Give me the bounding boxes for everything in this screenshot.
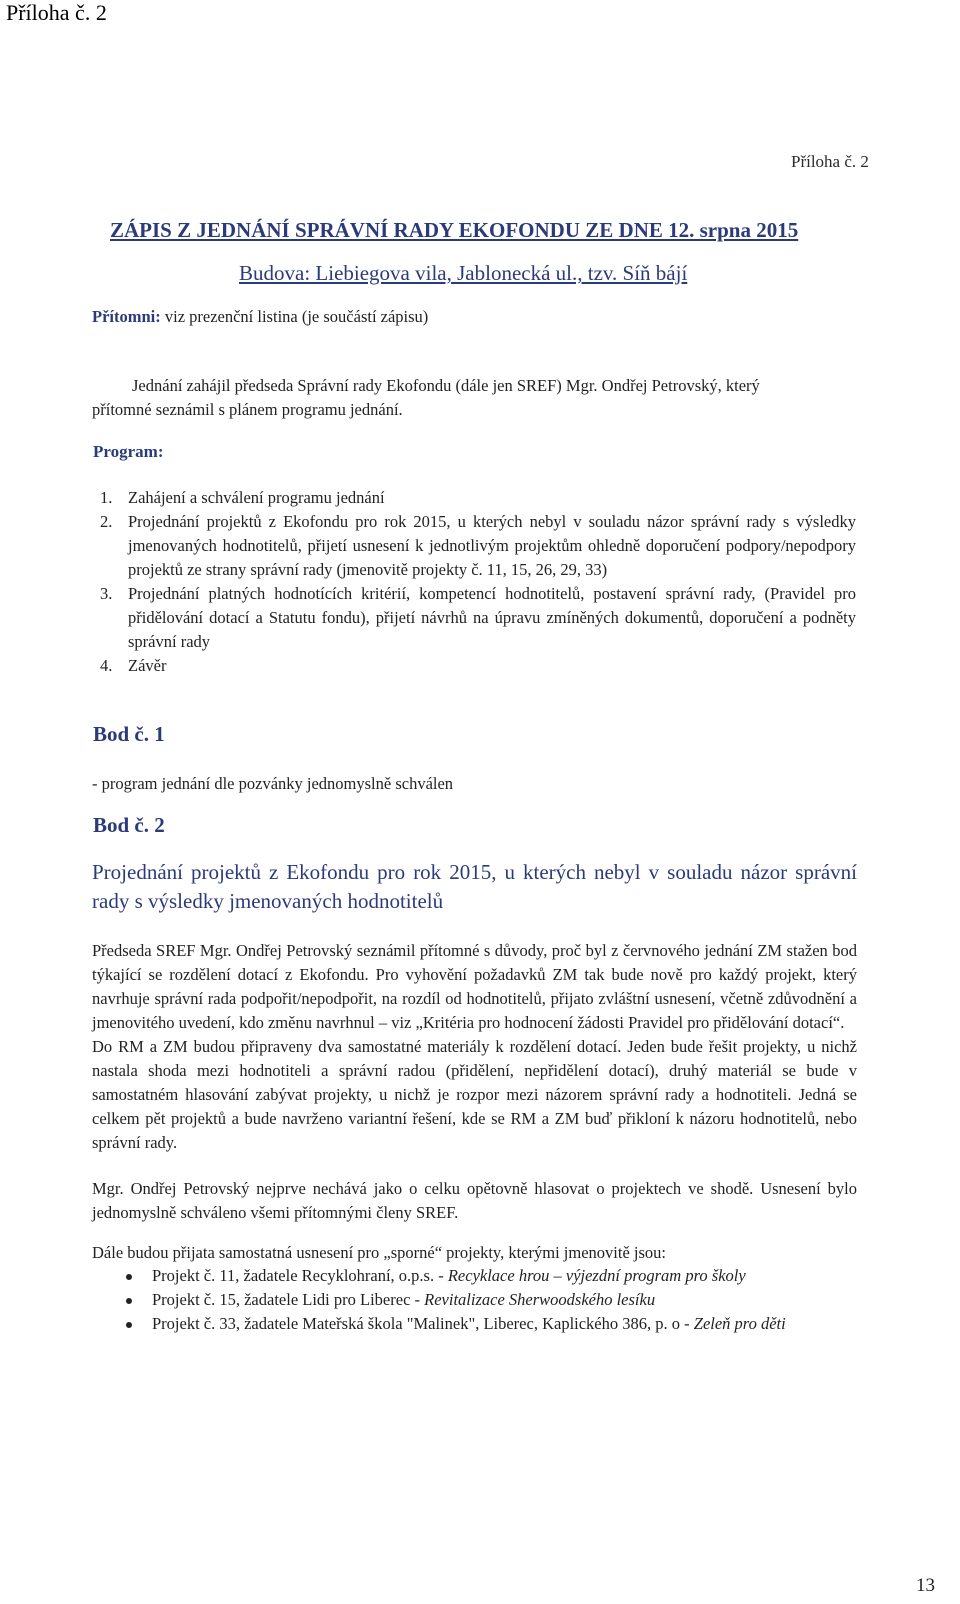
project-prefix: Projekt č. 15, žadatele Lidi pro Liberec -	[152, 1290, 425, 1309]
paragraph: Dále budou přijata samostatná usnesení pro „sporné“ projekty, kterými jmenovitě jsou:	[92, 1243, 666, 1262]
agenda-list	[92, 486, 856, 678]
intro-line-2: přítomné seznámil s plánem programu jednání.	[92, 400, 403, 419]
document-subtitle: Budova: Liebiegova vila, Jablonecká ul., tzv. Síň bájí	[239, 261, 688, 285]
paragraph: Předseda SREF Mgr. Ondřej Petrovský seznámil přítomné s důvody, proč byl z červnového jednání ZM stažen bod týkající se rozdělení dotací z Ekofondu. Pro vyhovění požadavků ZM tak bude nově pro každý projekt, který navrhuje správní rada podpořit/nepodpořit, na rozdíl od hodnotitelů, přijato zvláštní usnesení, včetně zdůvodnění a jmenovitého uvedení, kdo změnu navrhnul – viz „Kritéria pro hodnocení žádosti Pravidel pro přidělování dotací“.	[92, 941, 857, 1032]
agenda-item-number: 4.	[100, 656, 113, 675]
paragraph: Do RM a ZM budou připraveny dva samostatné materiály k rozdělení dotací. Jeden bude řešit projekty, u nichž nastala shoda mezi hodnotiteli a správní radou (přidělení, nepřidělení dotací), druhý materiál se bude v samostatném hlasování zabývat projekty, u nichž je rozpor mezi názorem správní rady a hodnotiteli. Jedná se celkem pět projektů a bude navrženo variantní řešení, kde se RM a ZM buď přikloní k názoru hodnotitelů, nebo správní rady.	[92, 1037, 857, 1152]
page-number: 13	[916, 1575, 935, 1596]
bod-1-heading: Bod č. 1	[93, 722, 165, 746]
agenda-item-text: Závěr	[128, 656, 167, 675]
disputed-projects-list	[120, 1264, 860, 1336]
document-title: ZÁPIS Z JEDNÁNÍ SPRÁVNÍ RADY EKOFONDU ZE DNE 12. srpna 2015	[110, 218, 799, 242]
agenda-item	[92, 654, 856, 678]
agenda-item-number: 3.	[100, 584, 113, 603]
list-item	[120, 1288, 860, 1312]
program-label: Program:	[93, 442, 164, 461]
agenda-item-number: 2.	[100, 512, 113, 531]
project-title: Recyklace hrou – výjezdní program pro školy	[447, 1266, 746, 1285]
agenda-item-text: Zahájení a schválení programu jednání	[128, 488, 385, 507]
agenda-item	[92, 510, 856, 582]
bod-1-text: - program jednání dle pozvánky jednomyslně schválen	[92, 774, 454, 793]
project-title: Revitalizace Sherwoodského lesíku	[424, 1290, 656, 1309]
paragraph: Mgr. Ondřej Petrovský nejprve nechává jako o celku opětovně hlasovat o projektech ve shodě. Usnesení bylo jednomyslně schváleno všemi přítomnými členy SREF.	[92, 1179, 857, 1222]
intro-paragraph	[92, 374, 872, 422]
corner-header-label: Příloha č. 2	[6, 0, 107, 25]
project-title: Zeleň pro děti	[693, 1314, 786, 1333]
bod-2-heading: Bod č. 2	[93, 813, 165, 837]
attendance-label: Přítomni:	[92, 307, 161, 326]
attendance-text: viz prezenční listina (je součástí zápisu)	[160, 307, 429, 326]
annex-label: Příloha č. 2	[791, 152, 869, 171]
bod-2-paragraphs	[92, 939, 857, 1155]
agenda-item	[92, 486, 856, 510]
list-item	[120, 1312, 860, 1336]
bod-2-subheading: Projednání projektů z Ekofondu pro rok 2015, u kterých nebyl v souladu názor správní rady s výsledky jmenovaných hodnotitelů	[92, 860, 857, 913]
attendance-line	[92, 305, 428, 329]
agenda-item-text: Projednání projektů z Ekofondu pro rok 2015, u kterých nebyl v souladu názor správní rady s výsledky jmenovaných hodnotitelů, přijetí usnesení k jednotlivým projektům ohledně doporučení podpory/nepodpory projektů ze strany správní rady (jmenovitě projekty č. 11, 15, 26, 29, 33)	[128, 512, 856, 579]
agenda-item-text: Projednání platných hodnotících kritérií, kompetencí hodnotitelů, postavení správní rady, (Pravidel pro přidělování dotací a Statutu fondu), přijetí návrhů na úpravu zmíněných dokumentů, doporučení a podněty správní rady	[128, 584, 856, 651]
agenda-item-number: 1.	[100, 488, 113, 507]
list-item	[120, 1264, 860, 1288]
agenda-item	[92, 582, 856, 654]
intro-line-1: Jednání zahájil předseda Správní rady Ekofondu (dále jen SREF) Mgr. Ondřej Petrovský, který	[132, 376, 760, 395]
project-prefix: Projekt č. 33, žadatele Mateřská škola "Malinek", Liberec, Kaplického 386, p. o -	[152, 1314, 694, 1333]
project-prefix: Projekt č. 11, žadatele Recyklohraní, o.p.s. -	[152, 1266, 448, 1285]
